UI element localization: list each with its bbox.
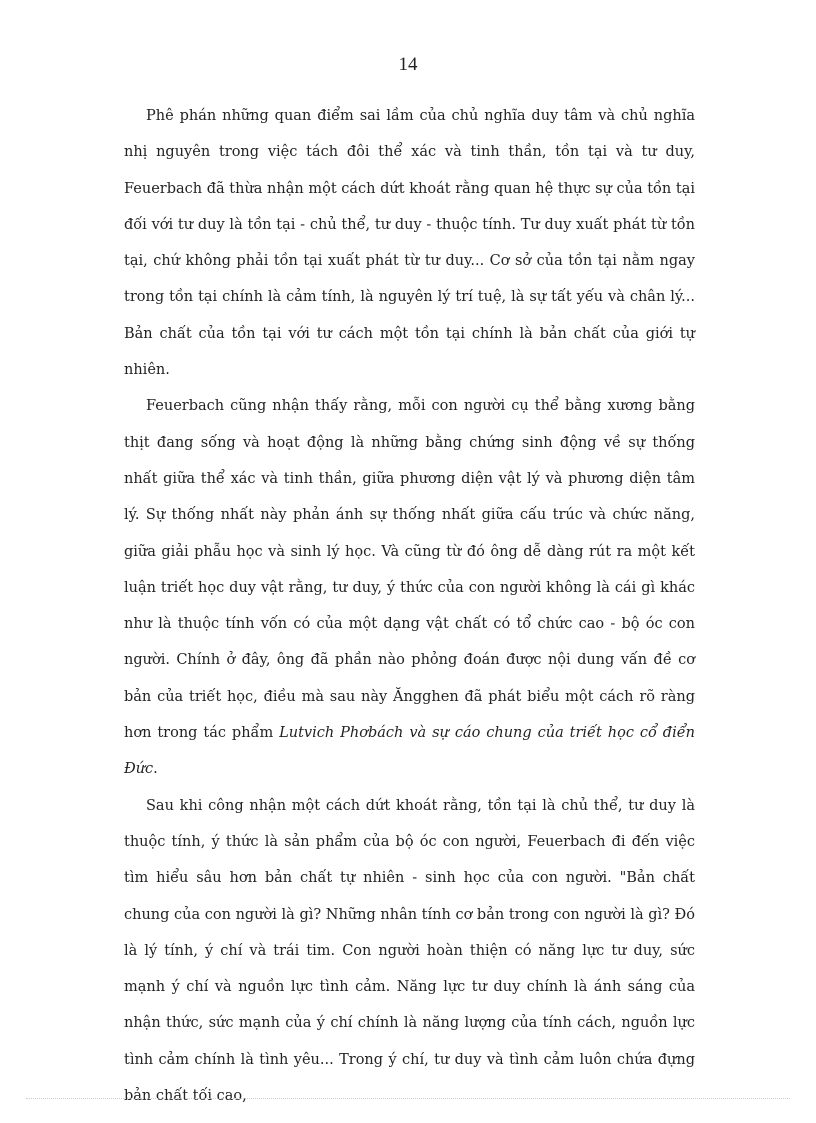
book-title: Lutvich Phơbách và sự cáo chung của triết học cổ điển Đức	[124, 725, 695, 778]
paragraph-2-end: .	[153, 761, 158, 778]
paragraph-1: Phê phán những quan điểm sai lầm của chủ nghĩa duy tâm và chủ nghĩa nhị nguyên trong việc tách đôi thể xác và tinh thần, tồn tại và tư duy, Feuerbach đã thừa nhận một cách dứt khoát rằng quan hệ thực sự của tồn tại đối với tư duy là tồn tại - chủ thể, tư duy - thuộc tính. Tư duy xuất phát từ tồn tại, chứ không phải tồn tại xuất phát từ tư duy... Cơ sở của tồn tại nằm ngay trong tồn tại chính là cảm tính, là nguyên lý trí tuệ, là sự tất yếu và chân lý... Bản chất của tồn tại với tư cách một tồn tại chính là bản chất của giới tự nhiên.	[124, 108, 695, 379]
page-body	[124, 98, 695, 1114]
footer-divider	[26, 1098, 790, 1099]
paragraph-2	[124, 388, 695, 787]
paragraph-3: Sau khi công nhận một cách dứt khoát rằng, tồn tại là chủ thể, tư duy là thuộc tính, ý thức là sản phẩm của bộ óc con người, Feuerbach đi đến việc tìm hiểu sâu hơn bản chất tự nhiên - sinh học của con người. "Bản chất chung của con người là gì? Những nhân tính cơ bản trong con người là gì? Đó là lý tính, ý chí và trái tim. Con người hoàn thiện có năng lực tư duy, sức mạnh ý chí và nguồn lực tình cảm. Năng lực tư duy chính là ánh sáng của nhận thức, sức mạnh của ý chí chính là năng lượng của tính cách, nguồn lực tình cảm chính là tình yêu... Trong ý chí, tư duy và tình cảm luôn chứa đựng bản chất tối cao,	[124, 797, 695, 1105]
page-number: 14	[398, 54, 418, 75]
paragraph-2-text: Feuerbach cũng nhận thấy rằng, mỗi con người cụ thể bằng xương bằng thịt đang sống và hoạt động là những bằng chứng sinh động về sự thống nhất giữa thể xác và tinh thần, giữa phương diện vật lý và phương diện tâm lý. Sự thống nhất này phản ánh sự thống nhất giữa cấu trúc và chức năng, giữa giải phẫu học và sinh lý học. Và cũng từ đó ông dễ dàng rút ra một kết luận triết học duy vật rằng, tư duy, ý thức của con người không là cái gì khác như là thuộc tính vốn có của một dạng vật chất có tổ chức cao - bộ óc con người. Chính ở đây, ông đã phần nào phỏng đoán được nội dung vấn đề cơ bản của triết học, điều mà sau này Ăngghen đã phát biểu một cách rõ ràng hơn trong tác phẩm	[124, 398, 695, 742]
